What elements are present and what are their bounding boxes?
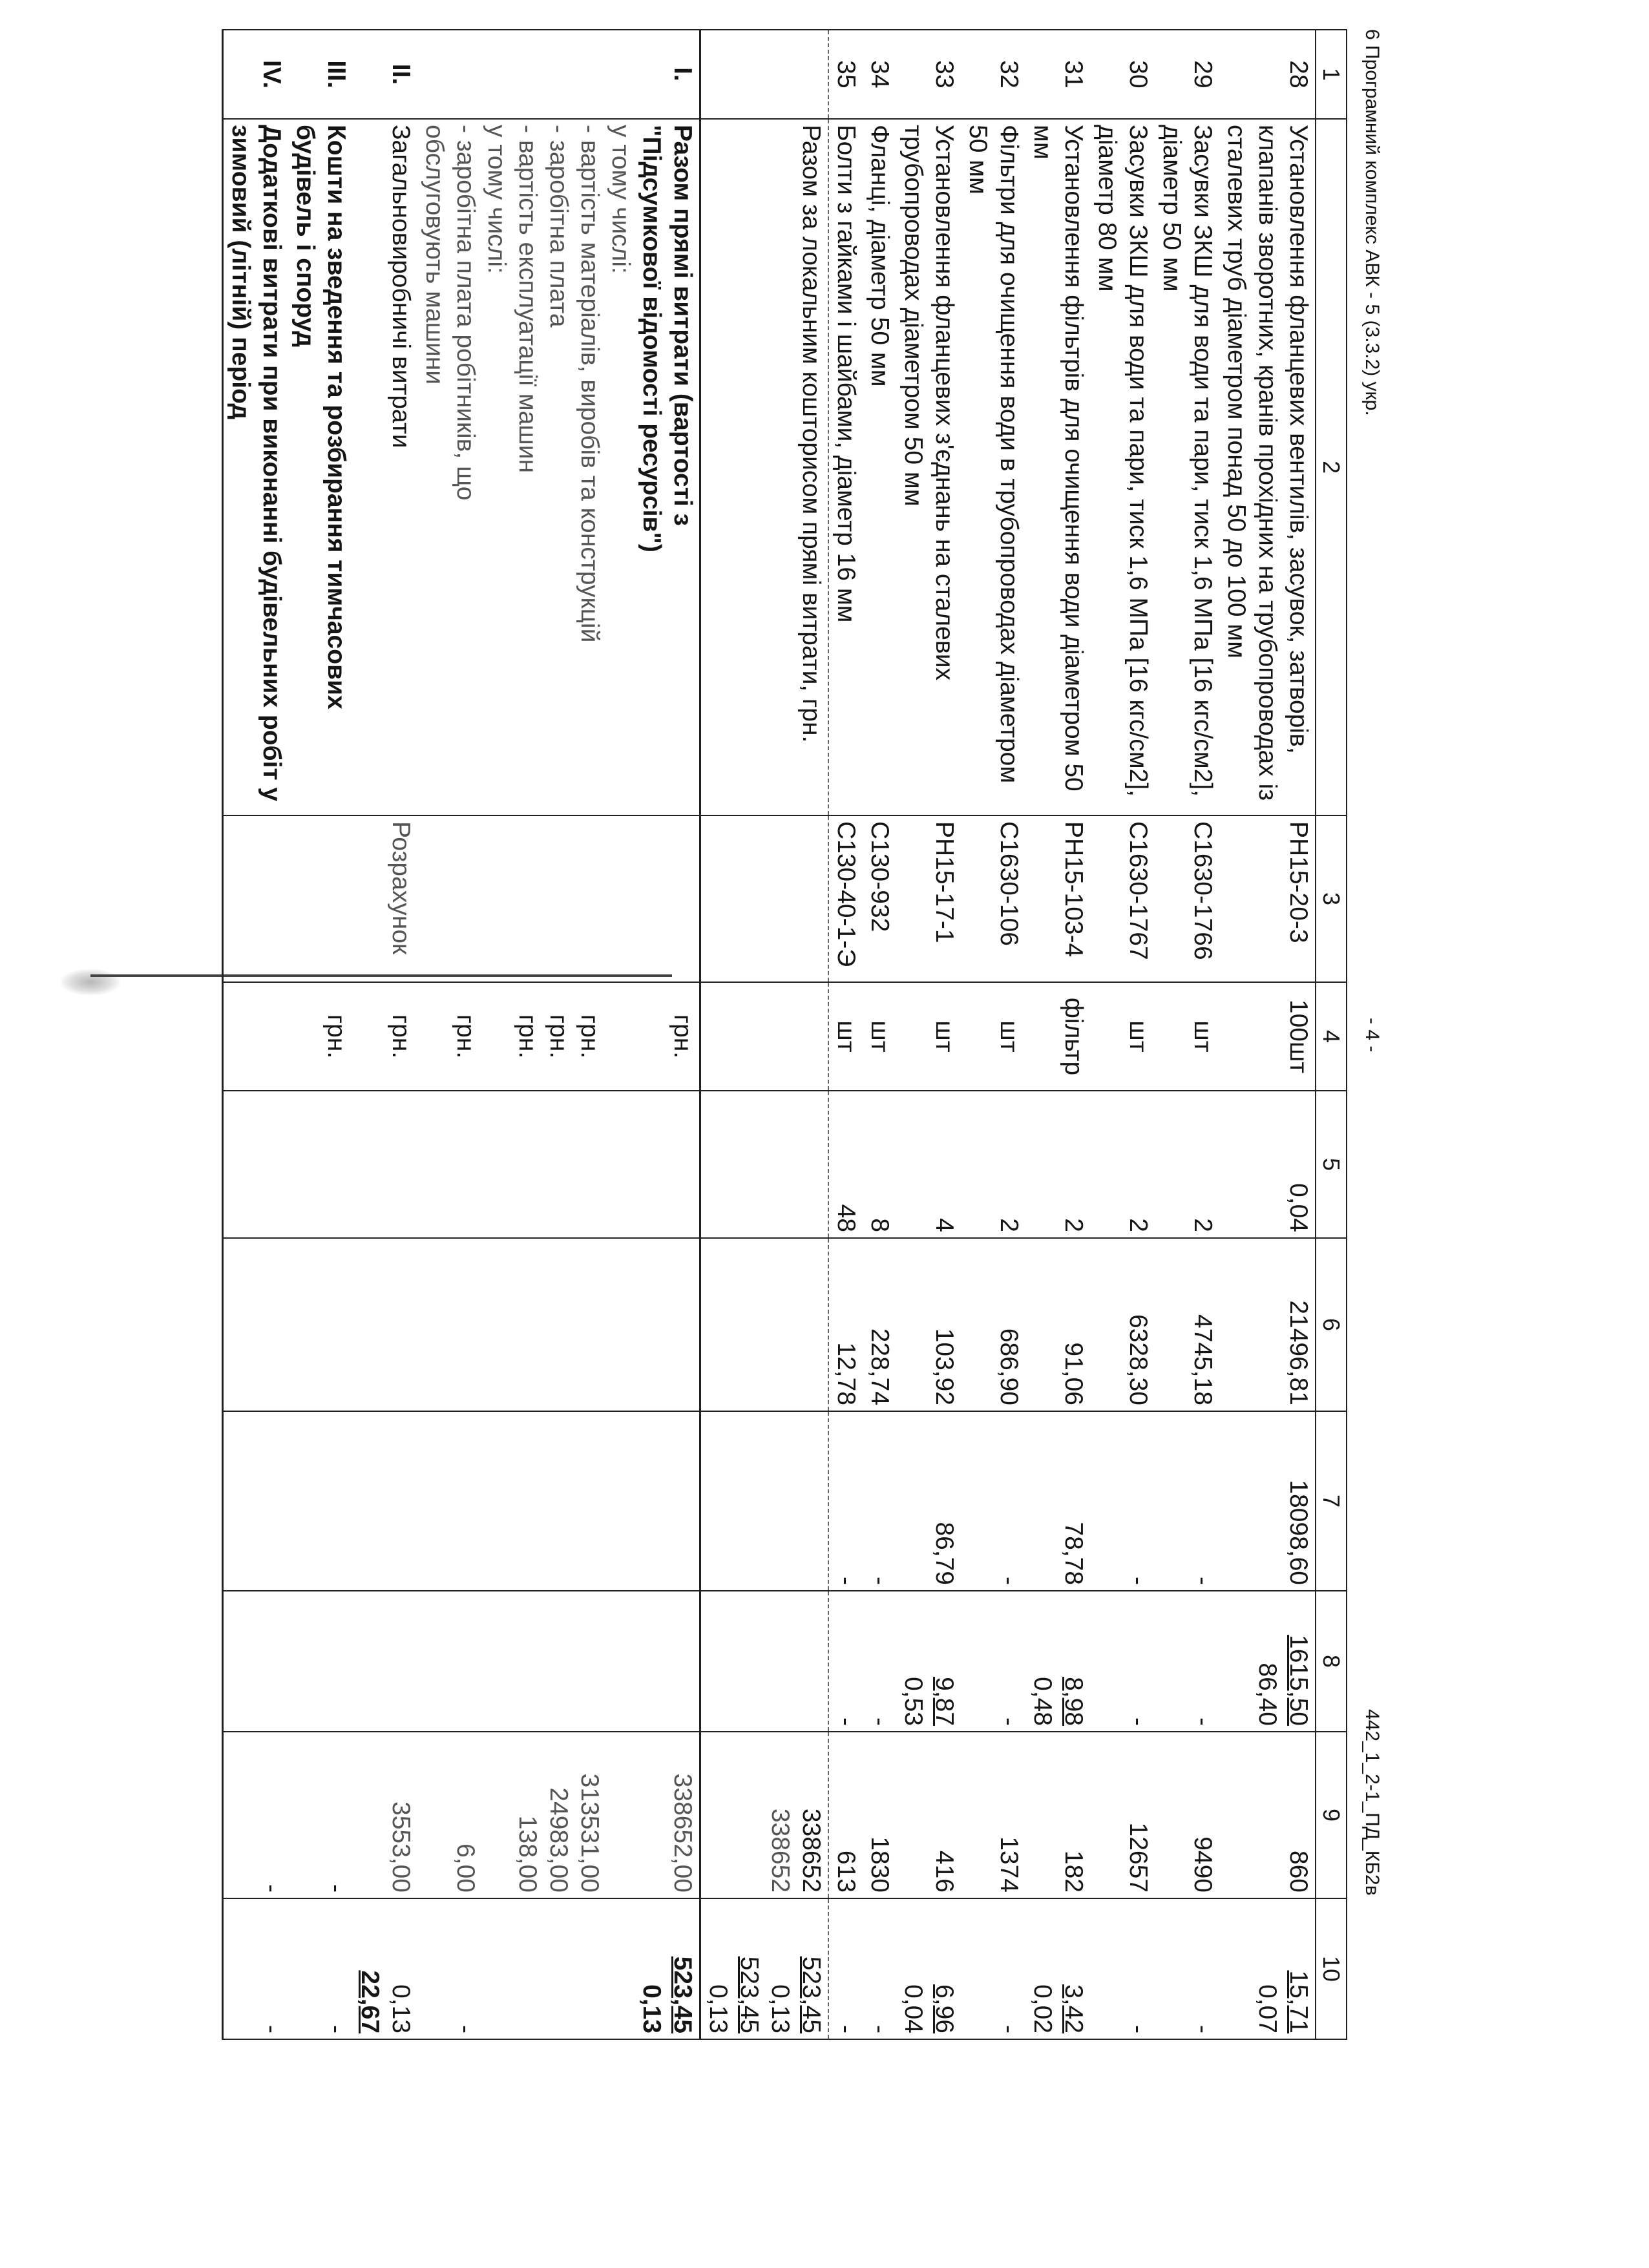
row-unit: фільтр xyxy=(1025,982,1090,1091)
row-col10 xyxy=(1025,1898,1090,2039)
section-units: грн. грн. грн. грн. грн. xyxy=(417,982,700,1091)
row-description: Засувки ЗКШ для води та пари, тиск 1,6 МПа [16 кгс/см2], діаметр 80 мм xyxy=(1090,119,1155,815)
table-row xyxy=(1155,30,1219,2039)
row-quantity: 2 xyxy=(1090,1091,1155,1238)
table-row xyxy=(828,30,863,2039)
col-header-6: 6 xyxy=(1316,1238,1347,1411)
estimate-table xyxy=(222,29,1347,2040)
row-quantity: 4 xyxy=(896,1091,961,1238)
col-header-7: 7 xyxy=(1316,1411,1347,1591)
section-col9: 3553,00 xyxy=(353,1732,417,1898)
row-col8-b: 0,53 xyxy=(899,1677,927,1726)
row-col6: 103,92 xyxy=(896,1238,961,1411)
row-number: 28 xyxy=(1219,30,1316,119)
row-number: 35 xyxy=(828,30,863,119)
local-total-col9: 338652 338652 xyxy=(700,1732,829,1898)
row-col7: - xyxy=(863,1411,896,1591)
row-col9: 613 xyxy=(828,1732,863,1898)
row-code: РН15-20-3 xyxy=(1219,815,1316,982)
section-col10: 0,13 22,67 xyxy=(353,1898,417,2039)
row-col10: - xyxy=(1090,1898,1155,2039)
row-col8: - xyxy=(961,1591,1025,1732)
row-col10-b: 0,04 xyxy=(899,1984,927,2033)
row-col6: 91,06 xyxy=(1025,1238,1090,1411)
row-quantity: 2 xyxy=(961,1091,1025,1238)
row-unit: шт xyxy=(896,982,961,1091)
section-code: Розрахунок xyxy=(353,815,417,982)
row-col7: 18098,60 xyxy=(1219,1411,1316,1591)
row-col6: 686,90 xyxy=(961,1238,1025,1411)
row-quantity: 8 xyxy=(863,1091,896,1238)
row-col6: 12,78 xyxy=(828,1238,863,1411)
row-col7: 86,79 xyxy=(896,1411,961,1591)
row-col10-a: 6,96 xyxy=(930,1984,958,2033)
row-col8-a: 8,98 xyxy=(1060,1677,1087,1726)
row-col8: - xyxy=(863,1591,896,1732)
row-col8 xyxy=(1219,1591,1316,1732)
row-col8-a: 1615,50 xyxy=(1285,1635,1312,1726)
local-estimate-total-row xyxy=(700,30,829,2039)
row-col6: 21496,81 xyxy=(1219,1238,1316,1411)
col-header-2: 2 xyxy=(1316,119,1347,815)
col-header-4: 4 xyxy=(1316,982,1347,1091)
col-header-5: 5 xyxy=(1316,1091,1347,1238)
row-col8: - xyxy=(828,1591,863,1732)
row-number: 33 xyxy=(896,30,961,119)
row-col7: - xyxy=(961,1411,1025,1591)
rotated-document xyxy=(123,29,1383,2226)
section-row-I xyxy=(417,30,700,2039)
table-row xyxy=(896,30,961,2039)
row-col7: - xyxy=(1090,1411,1155,1591)
row-description: Фільтри для очищення води в трубопроводах діаметром 50 мм xyxy=(961,119,1025,815)
row-col9: 1374 xyxy=(961,1732,1025,1898)
row-code: С1630-106 xyxy=(961,815,1025,982)
section-col10: - xyxy=(223,1898,289,2039)
row-col6: 228,74 xyxy=(863,1238,896,1411)
row-unit: 100шт xyxy=(1219,982,1316,1091)
row-quantity: 0,04 xyxy=(1219,1091,1316,1238)
row-col8-a: 9,87 xyxy=(930,1677,958,1726)
row-col10: - xyxy=(828,1898,863,2039)
table-row xyxy=(1090,30,1155,2039)
row-col10-a: 15,71 xyxy=(1285,1970,1312,2033)
section-col9: 338652,00 313531,00 24983,00 138,00 6,00 xyxy=(417,1732,700,1898)
row-col9: 1830 xyxy=(863,1732,896,1898)
row-col10-b: 0,02 xyxy=(1029,1984,1056,2033)
col-header-9: 9 xyxy=(1316,1732,1347,1898)
row-col8: - xyxy=(1090,1591,1155,1732)
row-description: Болти з гайками і шайбами, діаметр 16 мм xyxy=(828,119,863,815)
row-col8-b: 0,48 xyxy=(1029,1677,1056,1726)
table-row xyxy=(1025,30,1090,2039)
table-row xyxy=(961,30,1025,2039)
section-number: II. xyxy=(353,30,417,119)
row-unit: шт xyxy=(828,982,863,1091)
row-col10 xyxy=(896,1898,961,2039)
page-number: - 4 - xyxy=(1361,1018,1383,1053)
row-unit: шт xyxy=(863,982,896,1091)
page-header xyxy=(1350,29,1383,2161)
section-description: Загальновиробничі витрати xyxy=(353,119,417,815)
row-number: 31 xyxy=(1025,30,1090,119)
row-quantity: 2 xyxy=(1025,1091,1090,1238)
row-col8 xyxy=(896,1591,961,1732)
row-quantity: 2 xyxy=(1155,1091,1219,1238)
section-description: Разом прямі витрати (вартості з "Підсумкової відомості ресурсів") у тому числі: - вартість матеріалів, виробів та конструкцій - заробітна плата - вартість експлуатації машин у тому числі: - заробітна плата робітників, що обслуговують машини xyxy=(417,119,700,815)
row-col7: - xyxy=(828,1411,863,1591)
row-code: С130-40-1-Э xyxy=(828,815,863,982)
row-col6: 4745,18 xyxy=(1155,1238,1219,1411)
col-header-3: 3 xyxy=(1316,815,1347,982)
section-col10: 523,45 0,13 - xyxy=(417,1898,700,2039)
row-col10 xyxy=(1219,1898,1316,2039)
section-unit: грн. xyxy=(353,982,417,1091)
section-row-III xyxy=(288,30,353,2039)
row-code: С1630-1766 xyxy=(1155,815,1219,982)
row-description: Установлення фланцевих з'єднань на сталевих трубопроводах діаметром 50 мм xyxy=(896,119,961,815)
row-col9: 9490 xyxy=(1155,1732,1219,1898)
row-unit: шт xyxy=(961,982,1025,1091)
document-code: 442_1_2-1_ПД_КБ2в xyxy=(1361,1709,1383,1896)
section-unit: грн. xyxy=(288,982,353,1091)
section-number: III. xyxy=(288,30,353,119)
row-description: Фланці, діаметр 50 мм xyxy=(863,119,896,815)
table-row xyxy=(863,30,896,2039)
row-col8: - xyxy=(1155,1591,1219,1732)
section-row-II xyxy=(353,30,417,2039)
row-number: 32 xyxy=(961,30,1025,119)
row-number: 29 xyxy=(1155,30,1219,119)
section-col10: - xyxy=(288,1898,353,2039)
row-col8-b: 86,40 xyxy=(1254,1663,1281,1726)
column-numbers-row xyxy=(1316,30,1347,2039)
section-description: Додаткові витрати при виконанні будівельних робіт у зимовий (літній) період xyxy=(223,119,289,815)
col-header-1: 1 xyxy=(1316,30,1347,119)
program-label: 6 Програмний комплекс АВК - 5 (3.3.2) укр. xyxy=(1361,29,1383,416)
row-code: С1630-1767 xyxy=(1090,815,1155,982)
col-header-10: 10 xyxy=(1316,1898,1347,2039)
row-quantity: 48 xyxy=(828,1091,863,1238)
row-col6: 6328,30 xyxy=(1090,1238,1155,1411)
section-description: Кошти на зведення та розбирання тимчасових будівель і споруд xyxy=(288,119,353,815)
section-col9: - xyxy=(288,1732,353,1898)
row-col9: 12657 xyxy=(1090,1732,1155,1898)
row-col9: 182 xyxy=(1025,1732,1090,1898)
row-code: РН15-17-1 xyxy=(896,815,961,982)
row-unit: шт xyxy=(1155,982,1219,1091)
row-col7: 78,78 xyxy=(1025,1411,1090,1591)
row-col10: - xyxy=(961,1898,1025,2039)
col-header-8: 8 xyxy=(1316,1591,1347,1732)
section-col9: - xyxy=(223,1732,289,1898)
table-row xyxy=(1219,30,1316,2039)
local-total-col10: 523,45 0,13 523,45 0,13 xyxy=(700,1898,829,2039)
row-col10: - xyxy=(1155,1898,1219,2039)
row-col10: - xyxy=(863,1898,896,2039)
scan-artifact xyxy=(61,969,120,995)
row-number: 30 xyxy=(1090,30,1155,119)
row-col10-a: 3,42 xyxy=(1060,1984,1087,2033)
row-code: С130-932 xyxy=(863,815,896,982)
row-col10-b: 0,07 xyxy=(1254,1984,1281,2033)
row-code: РН15-103-4 xyxy=(1025,815,1090,982)
section-row-IV xyxy=(223,30,289,2039)
row-col9: 860 xyxy=(1219,1732,1316,1898)
row-description: Установлення фланцевих вентилів, засувок, затворів, клапанів зворотних, кранів прохідних на трубопроводах із сталевих труб діаметром понад 50 до 100 мм xyxy=(1219,119,1316,815)
section-number: I. xyxy=(417,30,700,119)
local-total-label: Разом за локальним кошторисом прямі витрати, грн. xyxy=(700,119,829,815)
row-col9: 416 xyxy=(896,1732,961,1898)
row-col8 xyxy=(1025,1591,1090,1732)
row-unit: шт xyxy=(1090,982,1155,1091)
row-number: 34 xyxy=(863,30,896,119)
row-description: Засувки ЗКШ для води та пари, тиск 1,6 МПа [16 кгс/см2], діаметр 50 мм xyxy=(1155,119,1219,815)
row-description: Установлення фільтрів для очищення води діаметром 50 мм xyxy=(1025,119,1090,815)
row-col7: - xyxy=(1155,1411,1219,1591)
section-number: IV. xyxy=(223,30,289,119)
